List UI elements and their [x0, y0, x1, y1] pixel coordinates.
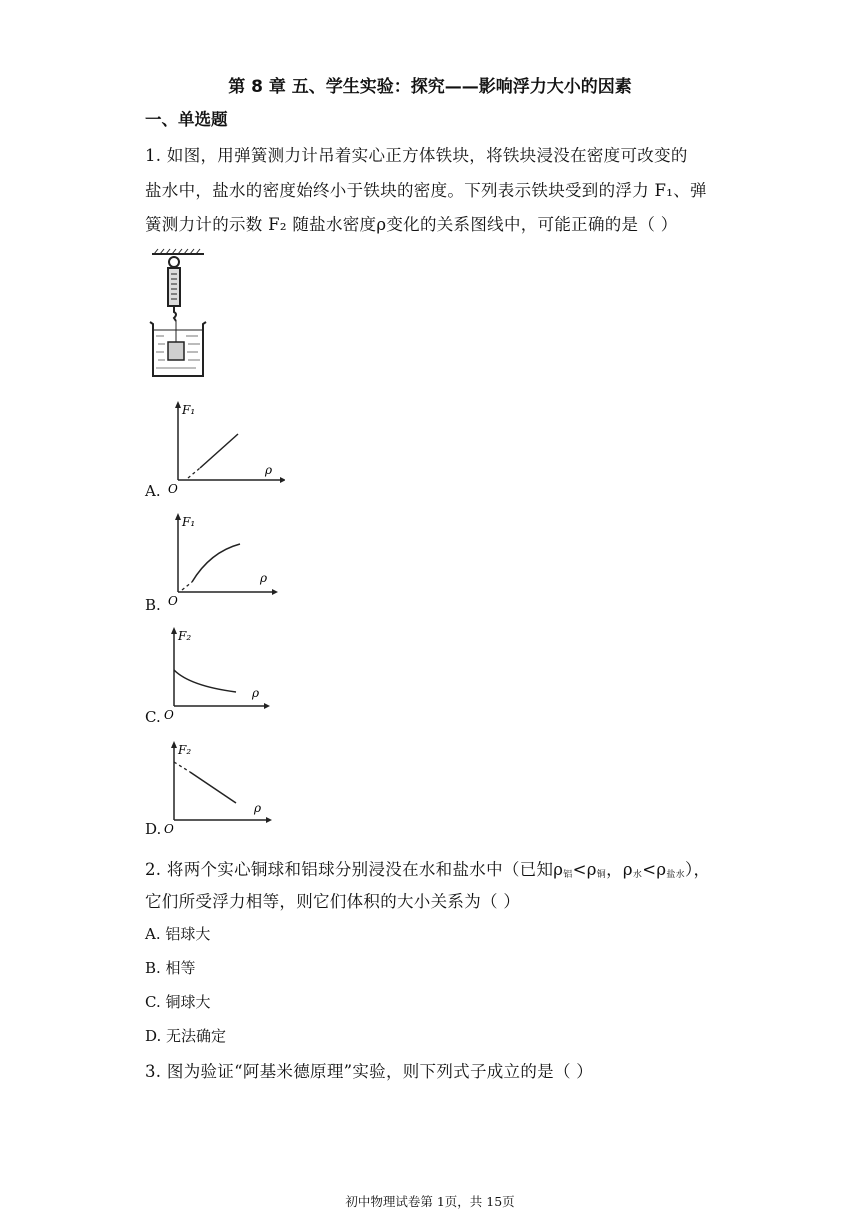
q1-option-a-graph — [160, 400, 285, 495]
q1-text-line-2: 盐水中，盐水的密度始终小于铁块的密度。下列表示铁块受到的浮力 F₁、弹 — [145, 181, 707, 200]
q2-less-than-2: <ρ — [642, 860, 667, 879]
q1-option-c-letter: C. — [145, 708, 161, 726]
q1-option-c-origin: O — [164, 708, 174, 721]
q1-option-b-x-label: ρ — [260, 571, 268, 585]
q1-option-b-letter: B. — [145, 596, 161, 614]
page-footer: 初中物理试卷第 1页，共 15页 — [345, 1194, 515, 1209]
page-title: 第 8 章 五、学生实验：探究——影响浮力大小的因素 — [228, 77, 632, 97]
q1-option-c-x-label: ρ — [252, 686, 260, 700]
q1-option-c-graph — [160, 626, 285, 721]
q2-sub-aluminum: 铝 — [563, 870, 573, 880]
q2-comma: ，ρ — [606, 860, 633, 879]
q1-option-b-origin: O — [168, 594, 178, 607]
q1-text-line-3: 簧测力计的示数 F₂ 随盐水密度ρ变化的关系图线中，可能正确的是（ ） — [145, 215, 678, 234]
q2-option-b: B. 相等 — [145, 959, 196, 977]
q1-option-c-y-label: F₂ — [178, 629, 192, 643]
q1-option-d-letter: D. — [145, 820, 162, 838]
q1-option-d-origin: O — [164, 822, 174, 835]
spring-scale-beaker-illustration — [148, 248, 208, 382]
q1-option-b-y-label: F₁ — [182, 515, 196, 529]
q2-less-than-1: <ρ — [572, 860, 597, 879]
q1-option-a-x-label: ρ — [265, 463, 273, 477]
q2-text-line-1 — [145, 856, 710, 880]
q2-sub-brine: 盐水 — [666, 870, 685, 880]
q2-text-line-2: 它们所受浮力相等，则它们体积的大小关系为（ ） — [145, 892, 521, 911]
q2-option-c: C. 铜球大 — [145, 993, 211, 1011]
q3-text-line-1: 3. 图为验证“阿基米德原理”实验，则下列式子成立的是（ ） — [145, 1062, 594, 1081]
q1-option-d-y-label: F₂ — [178, 743, 192, 757]
section-heading: 一、单选题 — [145, 110, 228, 129]
q2-text-start: 2. 将两个实心铜球和铝球分别浸没在水和盐水中（已知ρ — [145, 860, 564, 879]
q2-sub-copper: 铜 — [596, 870, 607, 880]
q1-option-a-origin: O — [168, 482, 178, 495]
q2-text-end: ）， — [684, 860, 711, 879]
q1-option-d-graph — [160, 740, 285, 835]
q1-option-d-x-label: ρ — [254, 801, 262, 815]
q1-option-a-letter: A. — [145, 482, 161, 500]
q1-text-line-1: 1. 如图，用弹簧测力计吊着实心正方体铁块，将铁块浸没在密度可改变的 — [145, 146, 688, 165]
q2-sub-water: 水 — [632, 870, 643, 880]
q1-option-b-graph — [160, 512, 285, 607]
q2-option-d: D. 无法确定 — [145, 1027, 227, 1045]
q2-option-a: A. 铝球大 — [145, 925, 211, 943]
q1-option-a-y-label: F₁ — [182, 403, 196, 417]
